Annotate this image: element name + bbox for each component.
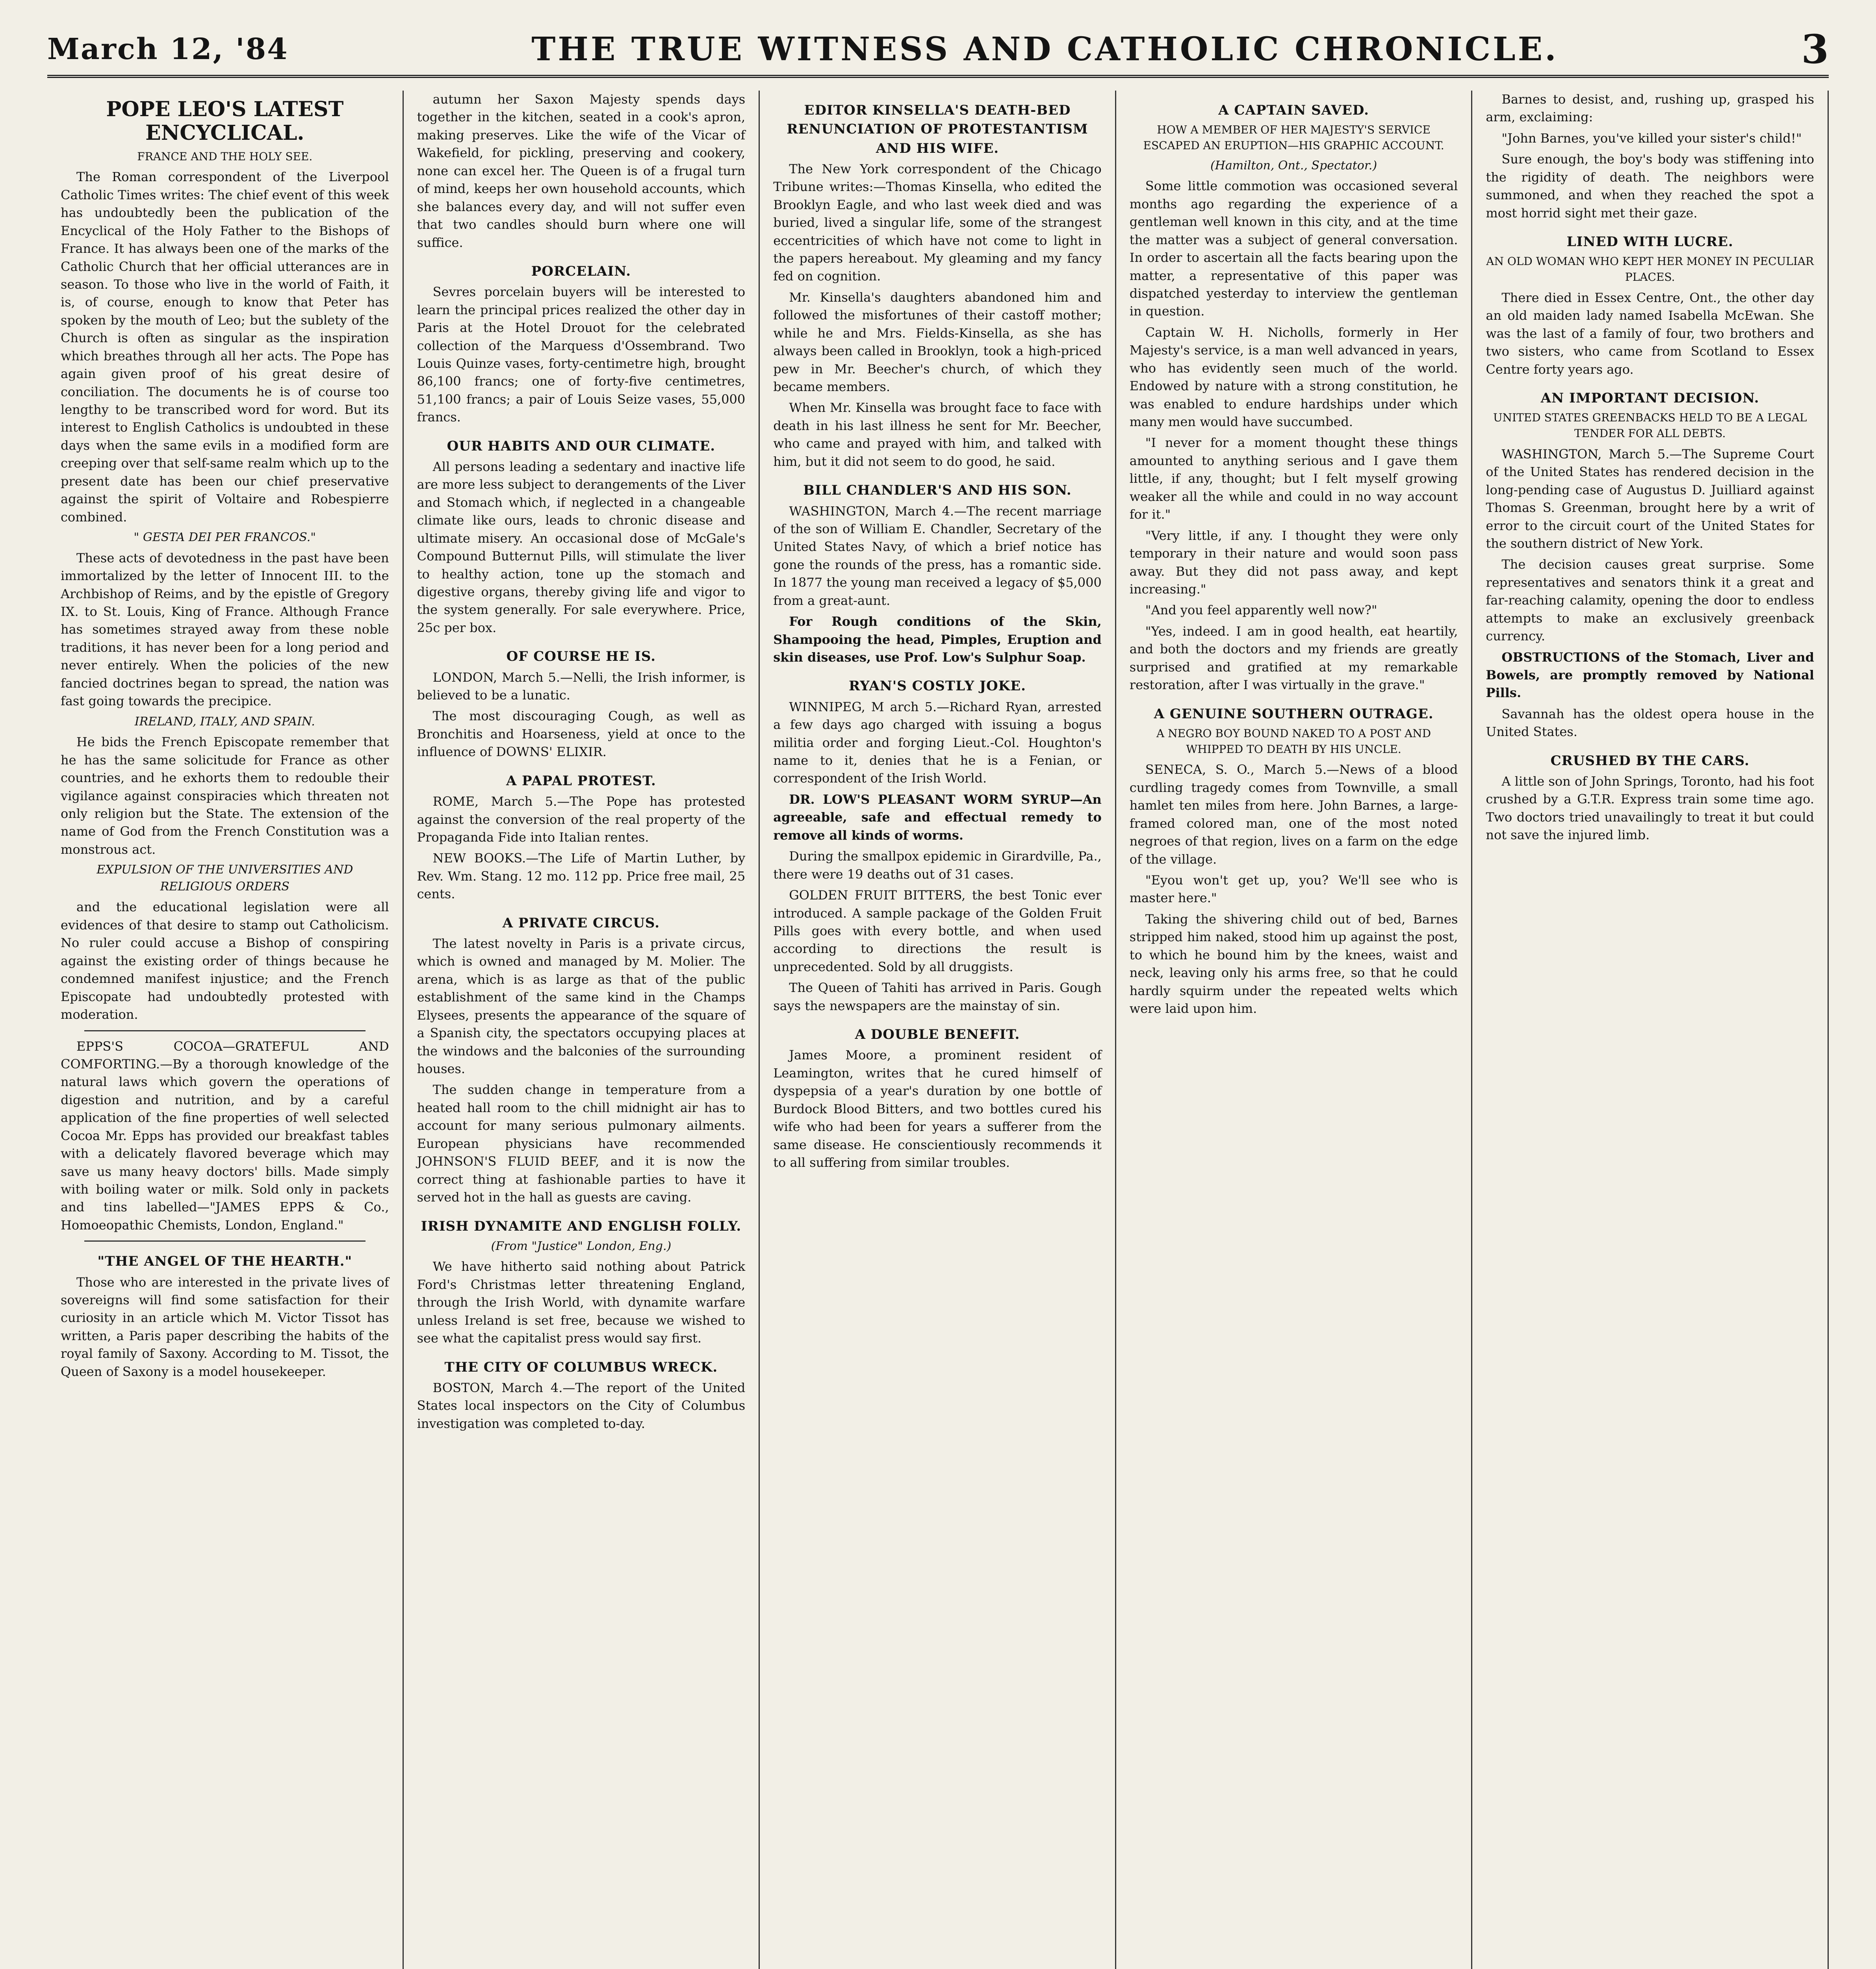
sulphur-soap-notice: For Rough conditions of the Skin, Shampooing the head, Pimples, Eruption and skin diseases, use Prof. Low's Sulphur Soap. [773, 614, 1102, 665]
headline-columbus-wreck: THE CITY OF COLUMBUS WRECK. [444, 1359, 718, 1375]
article-paragraph: During the smallpox epidemic in Girardville, Pa., there were 19 deaths out of 31 cases. [773, 849, 1102, 882]
article-paragraph: Captain W. H. Nicholls, formerly in Her Majesty's service, is a man well advanced in years, who has evidently seen much of the world. Endowed by nature with a strong constitution, he was enabled to endure hardships under which many men would have succumbed. [1129, 324, 1458, 430]
article-paragraph: "Very little, if any. I thought they were only temporary in their nature and would soon pass away. But they did not pass away, and kept increasing." [1129, 528, 1458, 597]
article-paragraph: The sudden change in temperature from a heated hall room to the chill midnight air has to account for many serious pulmonary ailments. European physicians have recommended JOHNSON'S FLUID BEEF, and it is now the correct thing at fashionable parties to have it served hot in the hall as guests are caving. [417, 1082, 746, 1205]
article-subhead: EXPULSION OF THE UNIVERSITIES AND RELIGIOUS ORDERS [96, 863, 353, 894]
article-paragraph: WASHINGTON, March 4.—The recent marriage of the son of William E. Chandler, Secretary of the United States Navy, of which a brief notice has gone the rounds of the press, has a romantic side. In 1877 the young man received a legacy of $5,000 from a great-aunt. [773, 503, 1102, 608]
article-paragraph: The latest novelty in Paris is a private circus, which is owned and managed by M. Molier. The arena, which is as large as that of the public establishment of the same kind in the Champs Elysees, presents the appearance of the square of a Spanish city, the spectators occupying places at the windows and the balconies of the surrounding houses. [417, 936, 746, 1077]
article-paragraph: Mr. Kinsella's daughters abandoned him and followed the misfortunes of their castoff mother; while he and Mrs. Fields-Kinsella, as she has always been called in Brooklyn, took a high-priced pew in Mr. Beecher's church, of which they became members. [773, 289, 1102, 395]
article-paragraph: The New York correspondent of the Chicago Tribune writes:—Thomas Kinsella, who edited the Brooklyn Eagle, and who last week died and was buried, lived a singular life, some of the strangest eccentricities of which have not come to light in the papers hereabout. My gleaming and my fancy fed on cognition. [773, 161, 1102, 284]
article-source: (From "Justice" London, Eng.) [491, 1239, 672, 1253]
headline-important-decision: AN IMPORTANT DECISION. [1540, 390, 1759, 406]
article-paragraph: LONDON, March 5.—Nelli, the Irish informer, is believed to be a lunatic. [417, 669, 746, 703]
headline-private-circus: A PRIVATE CIRCUS. [502, 915, 660, 931]
headline-chandler: BILL CHANDLER'S AND HIS SON. [803, 482, 1072, 499]
article-paragraph: We have hitherto said nothing about Patrick Ford's Christmas letter threatening England, through the Irish World, with dynamite warfare unless Ireland is set free, because we wished to see what the capitalist press would say first. [417, 1259, 746, 1346]
article-paragraph: Taking the shivering child out of bed, Barnes stripped him naked, stood him up against the post, to which he bound him by the knees, waist and neck, leaving only his arms free, so that he could hardly squirm under the repeated welts which were laid upon him. [1129, 911, 1458, 1016]
headline-porcelain: PORCELAIN. [531, 263, 631, 279]
headline-habits-climate: OUR HABITS AND OUR CLIMATE. [447, 438, 716, 454]
article-paragraph: WASHINGTON, March 5.—The Supreme Court of the United States has rendered decision in the long-pending case of Augustus D. Juilliard against Thomas S. Greenman, brought here by a writ of error to the circuit court of the United States for the southern district of New York. [1486, 446, 1814, 551]
headline-captain-saved: A CAPTAIN SAVED. [1218, 102, 1369, 118]
article-paragraph: "And you feel apparently well now?" [1145, 603, 1377, 618]
article-paragraph: James Moore, a prominent resident of Leamington, writes that he cured himself of dyspepsia of a year's duration by one bottle of Burdock Blood Bitters, and two bottles cured his wife who had been for years a sufferer from the same disease. He conscientiously recommends it to all suffering from similar troubles. [773, 1048, 1102, 1170]
article-paragraph: Savannah has the oldest opera house in the United States. [1486, 706, 1814, 740]
subhead-france: FRANCE AND THE HOLY SEE. [137, 150, 313, 163]
article-paragraph: Those who are interested in the private lives of sovereigns will find some satisfaction for their curiosity in an article which M. Victor Tissot has written, a Paris paper describing the habits of the royal family of Saxony. According to M. Tissot, the Queen of Saxony is a model housekeeper. [61, 1274, 389, 1379]
headline-crushed-cars: CRUSHED BY THE CARS. [1550, 753, 1750, 769]
masthead [47, 24, 1829, 78]
article-paragraph: "Eyou won't get up, you? We'll see who is master here." [1129, 873, 1458, 906]
headline-of-course: OF COURSE HE IS. [506, 649, 656, 665]
subhead-decision: UNITED STATES GREENBACKS HELD TO BE A LEGAL TENDER FOR ALL DEBTS. [1493, 411, 1807, 440]
national-pills-notice: OBSTRUCTIONS of the Stomach, Liver and Bowels, are promptly removed by National Pills. [1486, 649, 1814, 701]
subhead-outrage: A NEGRO BOY BOUND NAKED TO A POST AND WHIPPED TO DEATH BY HIS UNCLE. [1156, 727, 1431, 756]
column-2 [404, 91, 760, 1969]
article-paragraph: Barnes to desist, and, rushing up, grasped his arm, exclaiming: [1486, 92, 1814, 125]
article-paragraph: Sevres porcelain buyers will be interested to learn the principal prices realized the other day in Paris at the Hotel Drouot for the celebrated collection of the Marquess d'Ossembrand. Two Louis Quinze vases, forty-centimetre high, brought 86,100 francs; one of forty-five centimetres, 51,100 francs; a pair of Louis Seize vases, 55,000 francs. [417, 284, 746, 425]
article-paragraph: These acts of devotedness in the past have been immortalized by the letter of Innocent III. to the Archbishop of Reims, and by the epistle of Gregory IX. to St. Louis, King of France. Although France has sometimes strayed away from these noble traditions, it has never been for a long period and never entirely. When the policies of the new fancied doctrines began to spread, the nation was fast going towards the precipice. [61, 550, 389, 709]
issue-date: March 12, '84 [47, 32, 289, 66]
article-paragraph: The Roman correspondent of the Liverpool Catholic Times writes: The chief event of this week has undoubtedly been the publication of the Encyclical of the Holy Father to the Bishops of France. It has always been one of the marks of the Catholic Church that her official utterances are in season. To those who live in the world of Faith, it is, of course, enough to know that Peter has spoken by the mouth of Leo; but the sublety of the Church is often as singular as the inspiration which breathes through all her acts. The Pope has again given proof of his great desire of conciliation. The documents he is of course too lengthy to be transcribed word for word. But its interest to English Catholics is undoubted in these days when the same evils in a modified form are creeping over that self-same realm which up to the present date has been our chief preservative against the spirit of Voltaire and Robespierre combined. [61, 169, 389, 525]
article-paragraph: SENECA, S. O., March 5.—News of a blood curdling tragedy comes from Townville, a small hamlet ten miles from here. John Barnes, a large-framed colored man, one of the most noted negroes of that region, lives on a farm on the edge of the village. [1129, 762, 1458, 867]
article-paragraph: "I never for a moment thought these things amounted to anything serious and I gave them little, if any, thought; but I felt myself growing weaker all the while and could in no way account for it." [1129, 435, 1458, 522]
article-paragraph: He bids the French Episcopate remember that he has the same solicitude for France as other countries, and he exhorts them to redouble their vigilance against conspiracies which threaten not only religion but the State. The extension of the name of God from the French Constitution was a monstrous act. [61, 734, 389, 857]
headline-papal-protest: A PAPAL PROTEST. [506, 773, 656, 789]
article-paragraph: "John Barnes, you've killed your sister's child!" [1501, 130, 1802, 146]
epps-cocoa-notice: EPPS'S COCOA—GRATEFUL AND COMFORTING.—By a thorough knowledge of the natural laws which govern the operations of digestion and nutrition, and by a careful application of the fine properties of well selected Cocoa Mr. Epps has provided our breakfast tables with a delicately flavored beverage which may save us many heavy doctors' bills. Made simply with boiling water or milk. Sold only in packets and tins labelled—"JAMES EPPS & Co., Homoeopathic Chemists, London, England." [61, 1038, 389, 1233]
article-paragraph: "Yes, indeed. I am in good health, eat heartily, and both the doctors and my friends are greatly surprised and gratified at my remarkable restoration, after I was virtually in the grave." [1129, 623, 1458, 693]
article-paragraph: and the educational legislation were all evidences of that desire to stamp out Catholicism. No ruler could accuse a Bishop of conspiring against the existing order of things because he condemned manifest injustice; and the French Episcopate had undoubtedly protested with moderation. [61, 899, 389, 1022]
article-paragraph: Some little commotion was occasioned several months ago regarding the experience of a gentleman well known in this city, and at the time the matter was a subject of general conversation. In order to ascertain all the facts bearing upon the matter, a representative of this paper was dispatched yesterday to interview the gentleman in question. [1129, 178, 1458, 319]
headline-southern-outrage: A GENUINE SOUTHERN OUTRAGE. [1154, 706, 1434, 722]
article-paragraph: There died in Essex Centre, Ont., the other day an old maiden lady named Isabella McEwan. She was the last of a family of four, two brothers and two sisters, who came from Scotland to Essex Centre forty years ago. [1486, 290, 1814, 377]
headline-angel-hearth: "THE ANGEL OF THE HEARTH." [97, 1253, 353, 1270]
article-paragraph: autumn her Saxon Majesty spends days together in the kitchen, seated in a cook's apron, making preserves. Like the wife of the Vicar of Wakefield, for pickling, preserving and cookery, none can excel her. The Queen is of a frugal turn of mind, keeps her own household accounts, which she balances every day, and will not suffer even that two candles should burn where one will suffice. [417, 92, 746, 250]
columns [47, 91, 1829, 1969]
headline-encyclical: POPE LEO'S LATEST ENCYCLICAL. [106, 97, 344, 145]
article-paragraph: Sure enough, the boy's body was stiffening into the rigidity of death. The neighbors were summoned, and when they reached the spot a most horrid sight met their gaze. [1486, 152, 1814, 221]
column-4 [1116, 91, 1473, 1969]
divider [84, 1030, 366, 1031]
article-paragraph: A little son of John Springs, Toronto, had his foot crushed by a G.T.R. Express train some time ago. Two doctors tried unavailingly to treat it but could not save the injured limb. [1486, 774, 1814, 843]
article-paragraph: BOSTON, March 4.—The report of the United States local inspectors on the City of Columbus investigation was completed to-day. [417, 1380, 746, 1431]
article-paragraph: WINNIPEG, M arch 5.—Richard Ryan, arrested a few days ago charged with issuing a bogus militia order and forging Lieut.-Col. Houghton's name to it, denies that he is a Fenian, or correspondent of the Irish World. [773, 699, 1102, 786]
worm-syrup-notice: DR. LOW'S PLEASANT WORM SYRUP—An agreeable, safe and effectual remedy to remove all kinds of worms. [773, 792, 1102, 843]
column-3 [760, 91, 1116, 1969]
page-number: 3 [1801, 26, 1829, 72]
article-paragraph: The decision causes great surprise. Some representatives and senators think it a great and far-reaching calamity, opening the door to endless attempts to make an exclusively greenback currency. [1486, 557, 1814, 644]
subhead-lucre: AN OLD WOMAN WHO KEPT HER MONEY IN PECULIAR PLACES. [1486, 255, 1814, 284]
subhead-captain: HOW A MEMBER OF HER MAJESTY'S SERVICE ESCAPED AN ERUPTION—HIS GRAPHIC ACCOUNT. [1143, 123, 1444, 152]
article-paragraph: NEW BOOKS.—The Life of Martin Luther, by Rev. Wm. Stang. 12 mo. 112 pp. Price free mail, 25 cents. [417, 851, 746, 902]
article-source: (Hamilton, Ont., Spectator.) [1210, 158, 1377, 172]
article-subhead: " GESTA DEI PER FRANCOS." [134, 530, 316, 545]
headline-lined-lucre: LINED WITH LUCRE. [1566, 234, 1733, 250]
headline-irish-dynamite: IRISH DYNAMITE AND ENGLISH FOLLY. [421, 1218, 742, 1234]
golden-fruit-notice: GOLDEN FRUIT BITTERS, the best Tonic ever introduced. A sample package of the Golden Fruit Pills goes with every bottle, and when used according to directions the result is unprecedented. Sold by all druggists. [773, 888, 1102, 974]
column-1 [47, 91, 404, 1969]
article-paragraph: When Mr. Kinsella was brought face to face with death in his last illness he sent for Mr. Beecher, who came and prayed with him, and talked with him, but it did not seem to do good, he said. [773, 400, 1102, 469]
column-5 [1472, 91, 1829, 1969]
article-paragraph: ROME, March 5.—The Pope has protested against the conversion of the real property of the Propaganda Fide into Italian rentes. [417, 794, 746, 845]
headline-double-benefit: A DOUBLE BENEFIT. [855, 1027, 1020, 1043]
article-subhead: IRELAND, ITALY, AND SPAIN. [134, 714, 315, 729]
newspaper-title: THE TRUE WITNESS AND CATHOLIC CHRONICLE. [531, 30, 1559, 68]
divider [84, 1240, 366, 1242]
article-paragraph: All persons leading a sedentary and inactive life are more less subject to derangements of the Liver and Stomach which, if neglected in a changeable climate like ours, leads to chronic disease and ultimate misery. An occasional dose of McGale's Compound Butternut Pills, will stimulate the liver to healthy action, tone up the stomach and digestive organs, thereby giving life and vigor to the system generally. For sale everywhere. Price, 25c per box. [417, 459, 746, 635]
headline-ryan-joke: RYAN'S COSTLY JOKE. [849, 678, 1026, 694]
headline-kinsella: EDITOR KINSELLA'S DEATH-BED RENUNCIATION OF PROTESTANTISM AND HIS WIFE. [787, 102, 1088, 156]
article-paragraph: The Queen of Tahiti has arrived in Paris. Gough says the newspapers are the mainstay of sin. [773, 980, 1102, 1013]
article-paragraph: The most discouraging Cough, as well as Bronchitis and Hoarseness, yield at once to the influence of DOWNS' ELIXIR. [417, 708, 746, 760]
